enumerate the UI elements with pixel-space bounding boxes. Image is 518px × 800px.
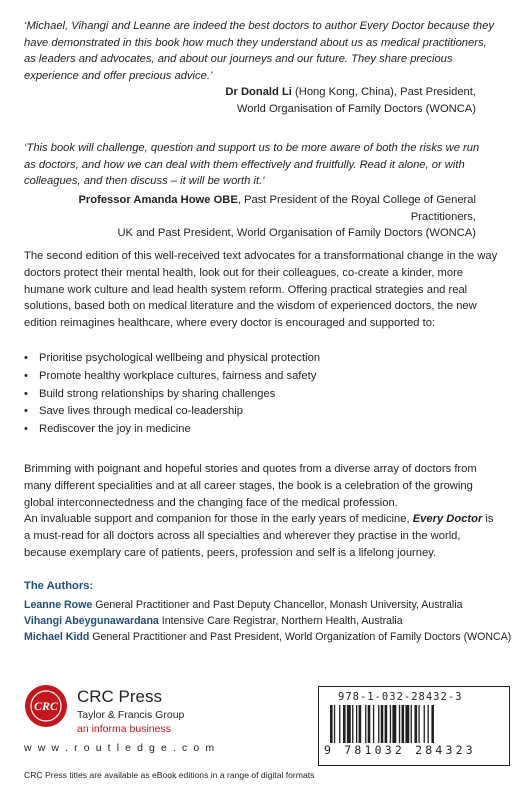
authors-heading: The Authors: bbox=[24, 580, 94, 592]
bullet-icon: • bbox=[24, 369, 28, 382]
svg-text:CRC: CRC bbox=[33, 699, 59, 713]
list-item bbox=[24, 386, 320, 404]
description-paragraph bbox=[24, 461, 502, 562]
endorsement-attribution-2 bbox=[16, 192, 476, 242]
endorser-name: Dr Donald Li bbox=[225, 86, 292, 98]
publisher-name: CRC Press bbox=[77, 687, 163, 706]
description-text-part: is a must-read for all doctors across all specialties and wherever they practise in the world, because exemplary care of patients, peers, profession and self is a lifelong journey. bbox=[24, 513, 494, 559]
endorsement-quote-2: ‘This book will challenge, question and support us to be more aware of both the risks we run as doctors, and how we can deal with them effectively and fruitfully. Read it alone, or with colleagues, and then discuss – it will be worth it.’ bbox=[24, 142, 480, 187]
publisher-group: Taylor & Francis Group bbox=[77, 709, 185, 721]
benefit-list bbox=[24, 350, 320, 439]
author-description: General Practitioner and Past President, World Organization of Family Doctors (WONCA) bbox=[89, 631, 512, 643]
description-text: Brimming with poignant and hopeful stories and quotes from a diverse array of doctors from many different specialities and at all career stages, the book is a celebration of the growing global interconnectedness and the changing face of the medical profession. bbox=[24, 463, 477, 509]
list-item-text: Prioritise psychological wellbeing and physical protection bbox=[39, 352, 321, 364]
author-name: Vihangi Abeygunawardana bbox=[24, 615, 159, 627]
author-description: General Practitioner and Past Deputy Chancellor, Monash University, Australia bbox=[92, 599, 463, 611]
intro-paragraph: The second edition of this well-received text advocates for a transformational change in the way doctors protect their mental health, look out for their colleagues, co-create a kinder, more humane work culture and lead health system reform. Offering practical strategies and real solutions, based both on medical literature and the wisdom of experienced doctors, the new edition reimagines healthcare, where every doctor is encouraged and supported to: bbox=[24, 250, 498, 330]
bullet-icon: • bbox=[24, 352, 28, 364]
list-item-text: Save lives through medical co-leadership bbox=[39, 405, 243, 418]
bullet-icon: • bbox=[24, 405, 28, 418]
list-item-text: Build strong relationships by sharing challenges bbox=[39, 387, 276, 400]
isbn-number: 978-1-032-28432-3 bbox=[338, 691, 463, 703]
crc-press-logo bbox=[24, 684, 68, 728]
book-title: Every Doctor bbox=[412, 513, 483, 526]
endorser-affiliation: (Hong Kong, China), Past President, bbox=[291, 86, 476, 98]
author-entry bbox=[24, 598, 462, 613]
author-description: Intensive Care Registrar, Northern Health, Australia bbox=[158, 615, 403, 627]
ebook-footnote: CRC Press titles are available as eBook editions in a range of digital formats bbox=[24, 770, 315, 780]
endorser-affiliation: , Past President of the Royal College of General Practitioners, bbox=[237, 194, 476, 223]
endorser-name: Professor Amanda Howe OBE bbox=[78, 194, 238, 206]
endorser-affiliation: World Organisation of Family Doctors (WONCA) bbox=[236, 102, 476, 115]
list-item bbox=[24, 421, 320, 439]
publisher-tagline: an informa business bbox=[77, 723, 171, 735]
endorsement-quote-1: ‘Michael, Vihangi and Leanne are indeed the best doctors to author Every Doctor because they have demonstrated in this book how much they understand about us as medical practitioners, as leaders and advocates, and about our journeys and our future. They share precious experience and offer precious advice.’ bbox=[24, 20, 494, 82]
author-name: Michael Kidd bbox=[24, 631, 90, 643]
bullet-icon: • bbox=[24, 387, 28, 400]
endorser-affiliation: UK and Past President, World Organisation of Family Doctors (WONCA) bbox=[117, 227, 476, 239]
author-entry bbox=[24, 630, 511, 645]
author-name: Leanne Rowe bbox=[24, 599, 93, 611]
author-entry bbox=[24, 614, 403, 629]
publisher-url: w w w . r o u t l e d g e . c o m bbox=[24, 742, 216, 754]
description-text-part: An invaluable support and companion for those in the early years of medicine, bbox=[24, 513, 413, 526]
list-item bbox=[24, 368, 320, 386]
list-item-text: Promote healthy workplace cultures, fairness and safety bbox=[39, 369, 317, 382]
isbn-barcode-digits: 9 781032 284323 bbox=[324, 743, 476, 757]
endorsement-attribution-1 bbox=[16, 84, 476, 117]
list-item-text: Rediscover the joy in medicine bbox=[39, 423, 191, 436]
bullet-icon: • bbox=[24, 423, 28, 436]
list-item bbox=[24, 403, 320, 421]
description-text bbox=[24, 511, 502, 561]
list-item bbox=[24, 350, 320, 368]
